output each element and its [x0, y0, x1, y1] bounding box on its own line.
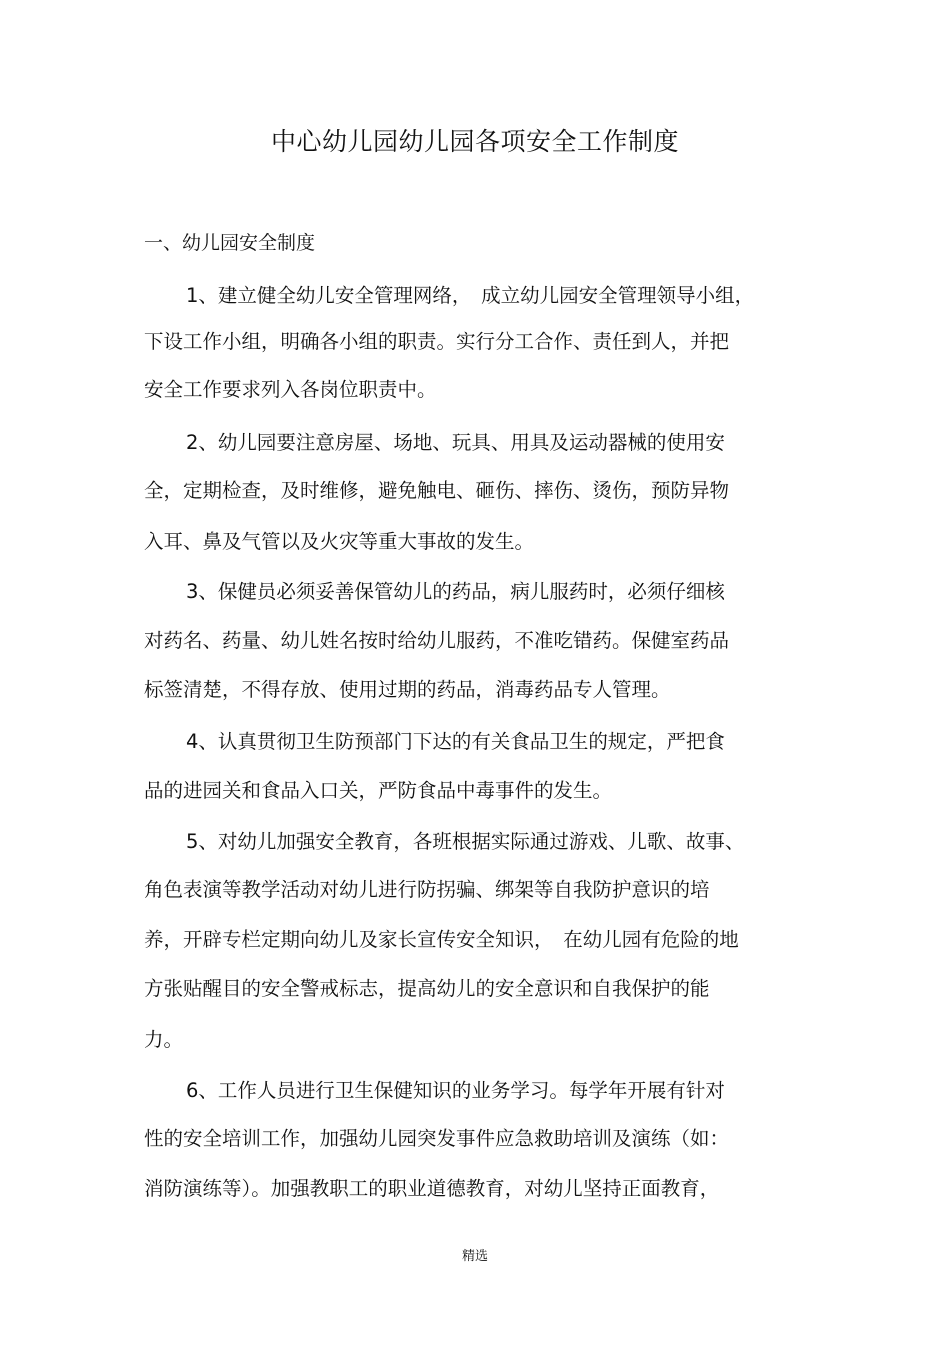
paragraph-6-line-2: 性的安全培训工作，加强幼儿园突发事件应急救助培训及演练（如：	[144, 1127, 730, 1150]
paragraph-2-line-1: 2、幼儿园要注意房屋、场地、玩具、用具及运动器械的使用安	[186, 431, 725, 454]
paragraph-5-line-1: 5、对幼儿加强安全教育，各班根据实际通过游戏、儿歌、故事、	[186, 830, 745, 853]
paragraph-1-line-3: 安全工作要求列入各岗位职责中。	[144, 378, 437, 401]
paragraph-2-line-3: 入耳、鼻及气管以及火灾等重大事故的发生。	[144, 530, 535, 553]
paragraph-6-line-1: 6、工作人员进行卫生保健知识的业务学习。每学年开展有针对	[186, 1079, 725, 1102]
paragraph-4-line-2: 品的进园关和食品入口关，严防食品中毒事件的发生。	[144, 779, 613, 802]
paragraph-4-line-1: 4、认真贯彻卫生防预部门下达的有关食品卫生的规定，严把食	[186, 730, 725, 753]
paragraph-3-line-1: 3、保健员必须妥善保管幼儿的药品，病儿服药时，必须仔细核	[186, 580, 725, 603]
paragraph-5-line-5: 力。	[144, 1028, 184, 1051]
page-footer-label: 精选	[461, 1249, 488, 1264]
document-title: 中心幼儿园幼儿园各项安全工作制度	[270, 127, 679, 156]
paragraph-5-line-3: 养，开辟专栏定期向幼儿及家长宣传安全知识， 在幼儿园有危险的地	[144, 928, 739, 951]
paragraph-6-line-3: 消防演练等）。加强教职工的职业道德教育，对幼儿坚持正面教育，	[144, 1177, 720, 1200]
paragraph-3-line-2: 对药名、药量、幼儿姓名按时给幼儿服药，不准吃错药。保健室药品	[144, 629, 730, 652]
paragraph-2-line-2: 全，定期检查，及时维修，避免触电、砸伤、摔伤、烫伤，预防异物	[144, 479, 730, 502]
paragraph-5-line-4: 方张贴醒目的安全警戒标志，提高幼儿的安全意识和自我保护的能	[144, 977, 710, 1000]
paragraph-5-line-2: 角色表演等教学活动对幼儿进行防拐骗、绑架等自我防护意识的培	[144, 878, 710, 901]
paragraph-3-line-3: 标签清楚，不得存放、使用过期的药品，消毒药品专人管理。	[144, 678, 671, 701]
paragraph-1-line-2: 下设工作小组，明确各小组的职责。实行分工合作、责任到人，并把	[144, 330, 730, 353]
paragraph-1-line-1: 1、建立健全幼儿安全管理网络， 成立幼儿园安全管理领导小组，	[186, 284, 755, 307]
section-heading: 一、幼儿园安全制度	[144, 232, 316, 254]
